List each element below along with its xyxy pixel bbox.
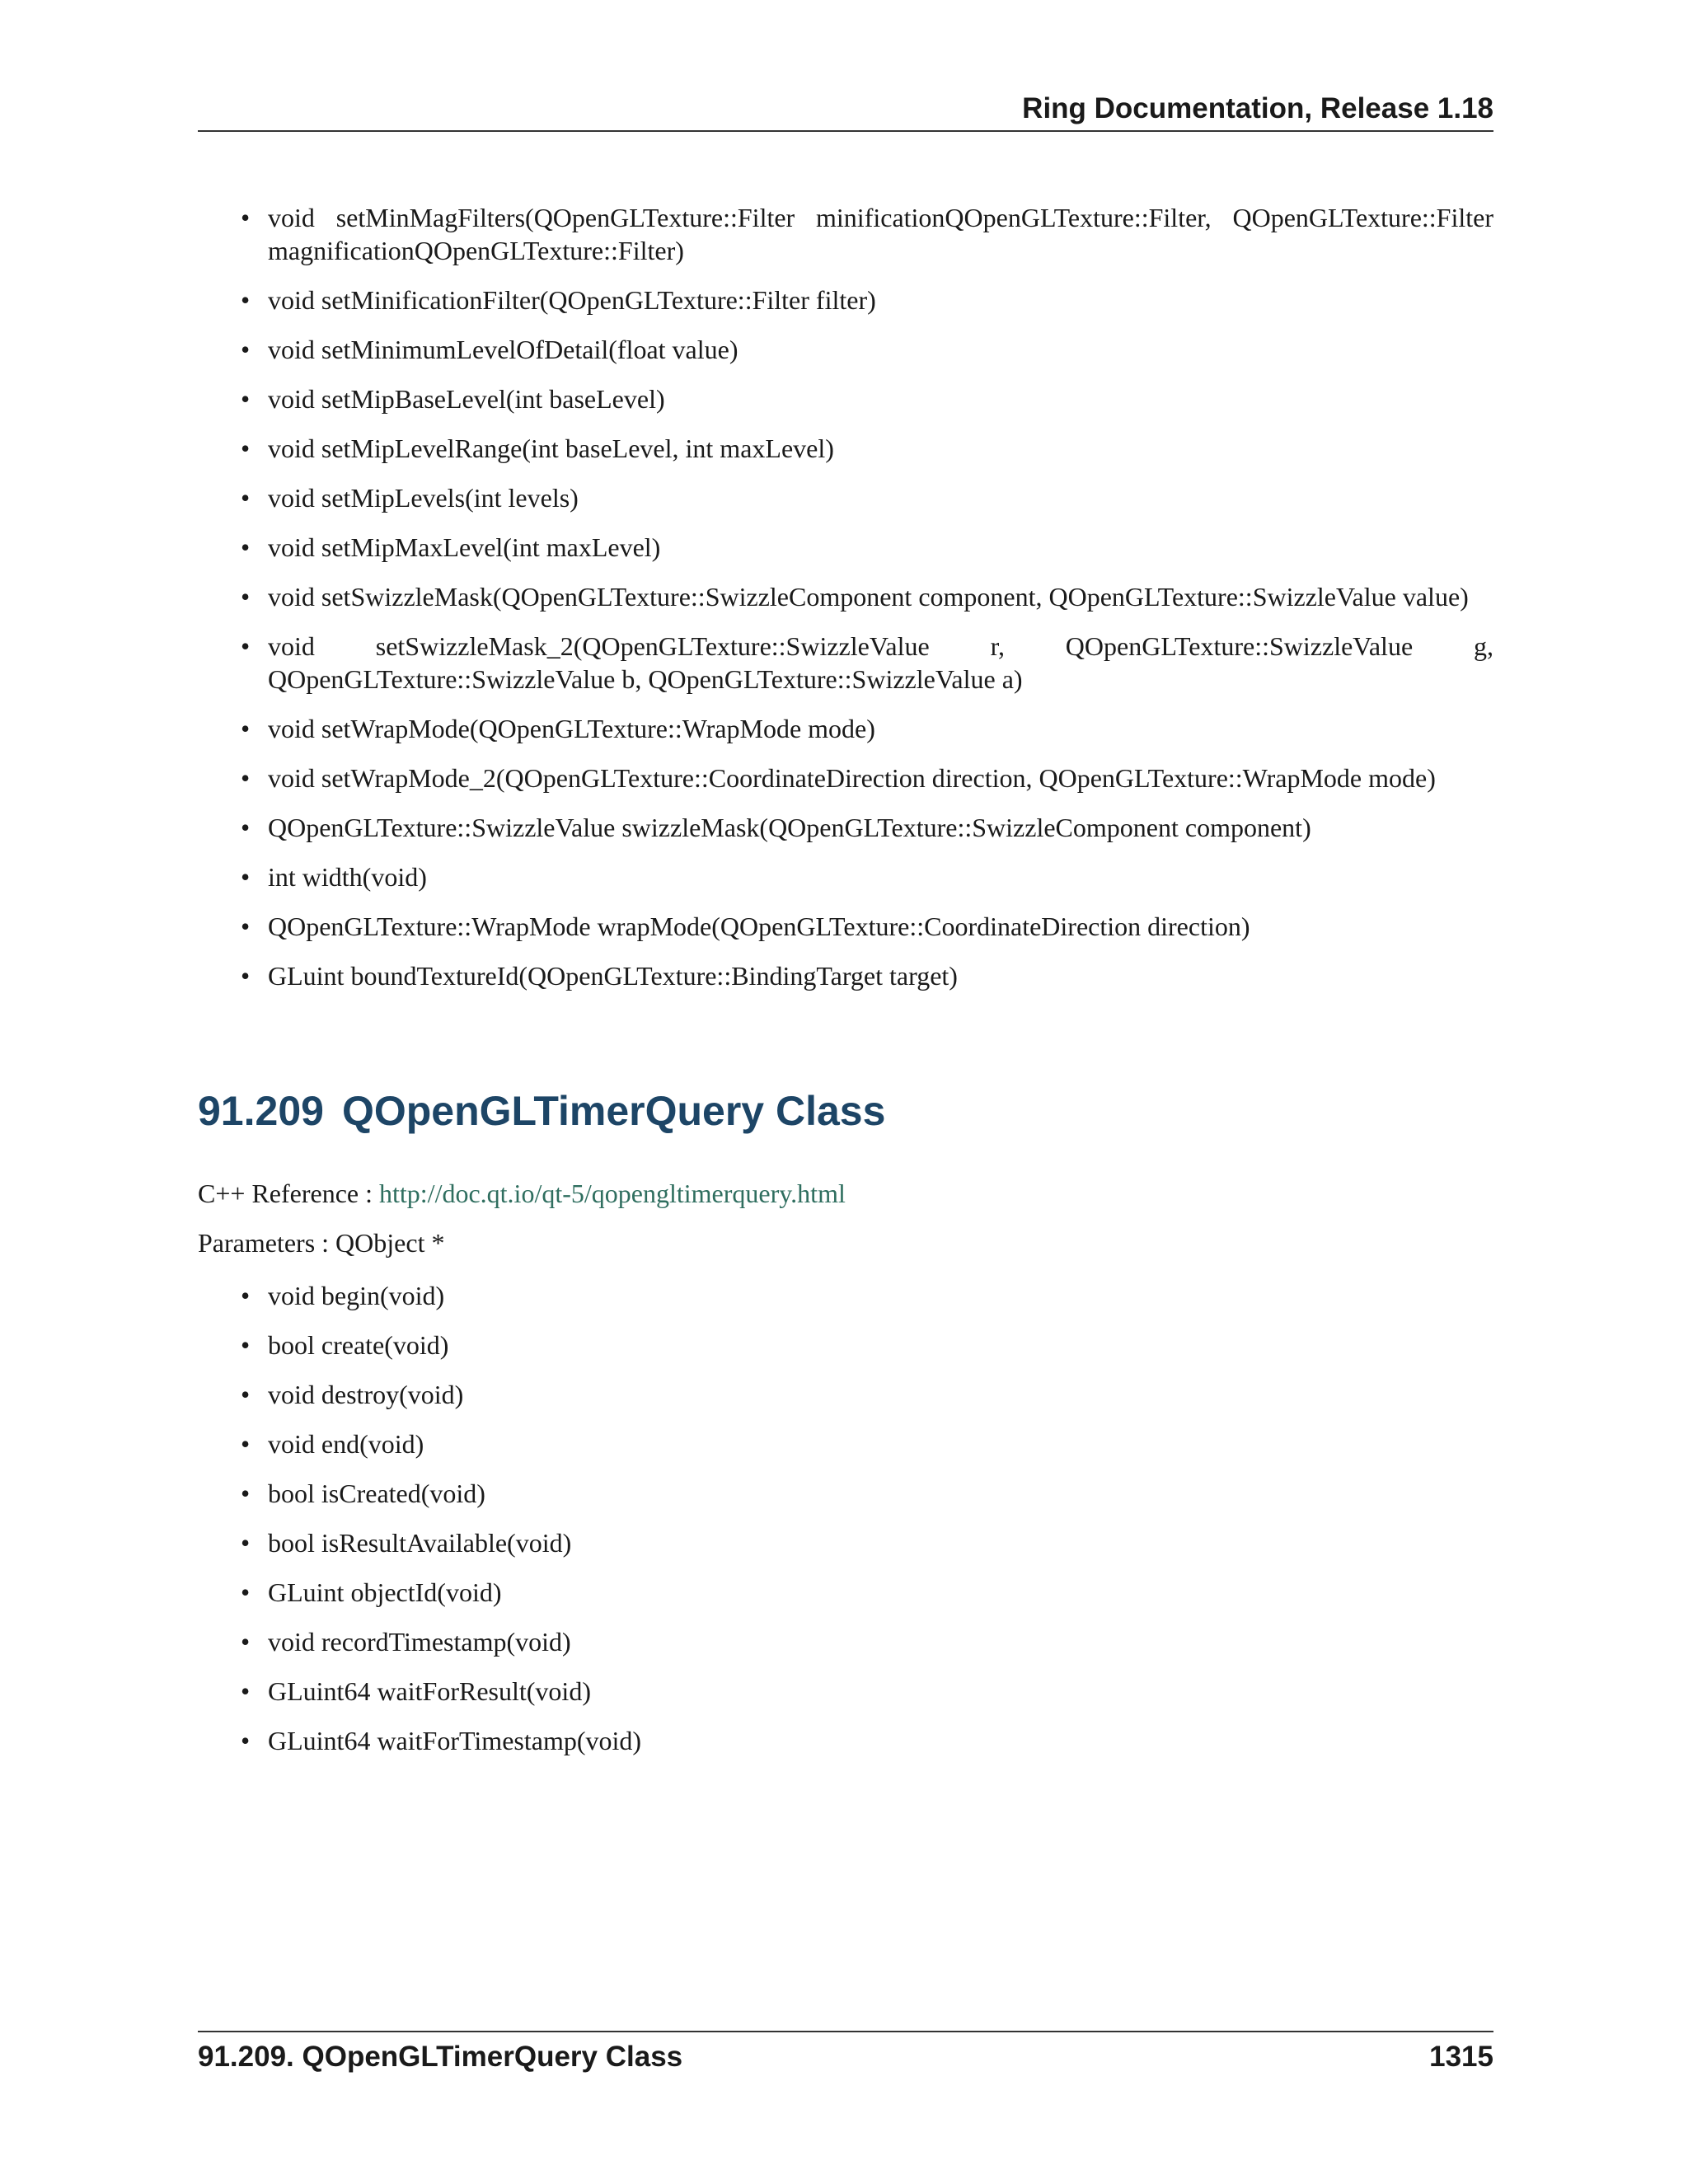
cpp-reference-label: C++ Reference :	[198, 1179, 379, 1208]
method-item: • void setMipBaseLevel(int baseLevel)	[239, 382, 1493, 415]
section-title-text: QOpenGLTimerQuery Class	[341, 1088, 886, 1134]
method-item: • void end(void)	[239, 1427, 1493, 1460]
method-item: • void destroy(void)	[239, 1378, 1493, 1411]
method-item: • void setSwizzleMask_2(QOpenGLTexture::SwizzleValue r, QOpenGLTexture::SwizzleValue g, QOpenGLTexture::SwizzleValue b, QOpenGLTexture::SwizzleValue a)	[239, 630, 1493, 696]
method-item: • QOpenGLTexture::SwizzleValue swizzleMask(QOpenGLTexture::SwizzleComponent component)	[239, 811, 1493, 844]
method-list-qopengltexture	[239, 201, 1493, 1009]
method-item: • void setMinificationFilter(QOpenGLTexture::Filter filter)	[239, 284, 1493, 316]
method-item: • bool create(void)	[239, 1329, 1493, 1361]
method-item: • void setMinimumLevelOfDetail(float value)	[239, 333, 1493, 366]
footer-rule	[198, 2031, 1493, 2032]
footer-section-label: 91.209. QOpenGLTimerQuery Class	[198, 2041, 683, 2073]
method-item: • void setMinMagFilters(QOpenGLTexture::Filter minificationQOpenGLTexture::Filter, QOpenGLTexture::Filter magnificationQOpenGLTexture::Filter)	[239, 201, 1493, 267]
method-item: • void setMipLevelRange(int baseLevel, int maxLevel)	[239, 432, 1493, 465]
method-item: • void setMipMaxLevel(int maxLevel)	[239, 531, 1493, 564]
header-rule	[198, 130, 1493, 132]
method-item: • bool isResultAvailable(void)	[239, 1526, 1493, 1559]
page-number: 1315	[1429, 2041, 1493, 2073]
method-item: • void setSwizzleMask(QOpenGLTexture::SwizzleComponent component, QOpenGLTexture::SwizzleValue value)	[239, 580, 1493, 613]
cpp-reference-link[interactable]: http://doc.qt.io/qt-5/qopengltimerquery.html	[379, 1179, 846, 1208]
method-item: • void begin(void)	[239, 1279, 1493, 1312]
method-item: • GLuint objectId(void)	[239, 1576, 1493, 1609]
method-list-qopengltimerquery	[239, 1279, 1493, 1774]
running-header: Ring Documentation, Release 1.18	[1022, 92, 1493, 124]
method-item: • GLuint boundTextureId(QOpenGLTexture::BindingTarget target)	[239, 959, 1493, 992]
method-item: • void setMipLevels(int levels)	[239, 481, 1493, 514]
method-item: • QOpenGLTexture::WrapMode wrapMode(QOpenGLTexture::CoordinateDirection direction)	[239, 910, 1493, 943]
parameters-line: Parameters : QObject *	[198, 1228, 445, 1258]
method-item: • void setWrapMode_2(QOpenGLTexture::CoordinateDirection direction, QOpenGLTexture::WrapMode mode)	[239, 762, 1493, 794]
method-item: • void setWrapMode(QOpenGLTexture::WrapMode mode)	[239, 712, 1493, 745]
method-item: • GLuint64 waitForTimestamp(void)	[239, 1724, 1493, 1757]
section-heading	[198, 1085, 885, 1137]
method-item: • GLuint64 waitForResult(void)	[239, 1675, 1493, 1708]
method-item: • void recordTimestamp(void)	[239, 1625, 1493, 1658]
method-item: • int width(void)	[239, 860, 1493, 893]
section-number: 91.209	[198, 1088, 324, 1134]
method-item: • bool isCreated(void)	[239, 1477, 1493, 1510]
cpp-reference	[198, 1177, 1493, 1210]
